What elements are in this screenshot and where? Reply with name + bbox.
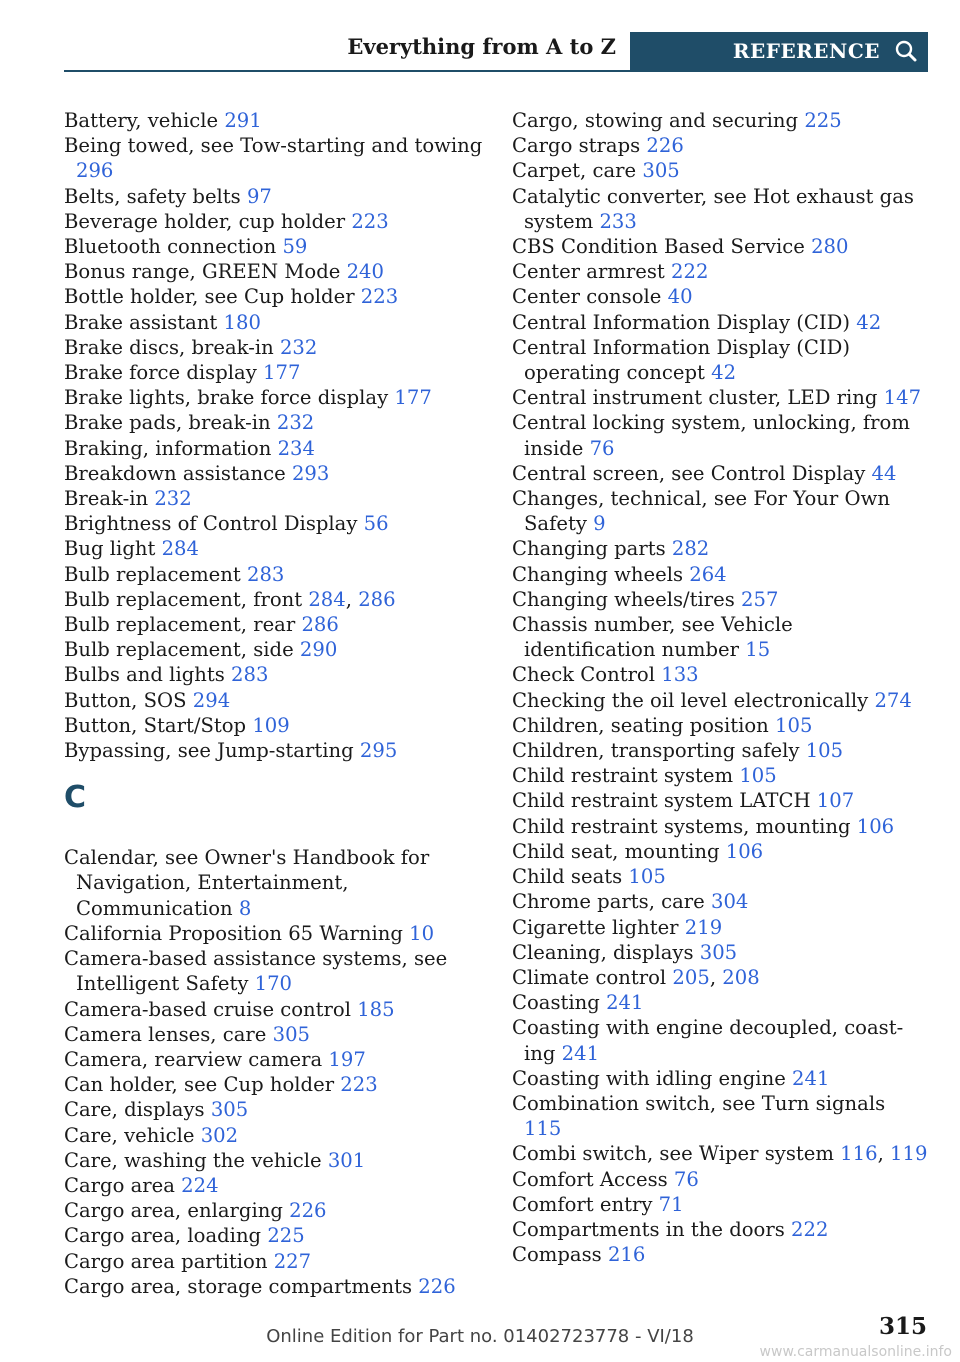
index-entry-text: Center console bbox=[512, 285, 668, 309]
index-entry-text: Button, Start/Stop bbox=[64, 713, 253, 737]
page-link[interactable]: 241 bbox=[792, 1066, 830, 1090]
page-link[interactable]: 76 bbox=[589, 436, 615, 460]
index-entry bbox=[512, 335, 928, 385]
index-entry-text: Can holder, see Cup holder bbox=[64, 1073, 341, 1097]
index-entry-text: Check Control bbox=[512, 663, 662, 687]
page-link[interactable]: 106 bbox=[856, 814, 895, 838]
page-link[interactable]: 282 bbox=[671, 537, 710, 561]
page-link[interactable]: 197 bbox=[328, 1047, 366, 1071]
index-entry bbox=[512, 688, 928, 713]
page-link[interactable]: 105 bbox=[805, 739, 844, 763]
index-entry-text: Bottle holder, see Cup holder bbox=[64, 285, 361, 309]
index-entry-text: Chassis number, see Vehicle identification number bbox=[512, 613, 793, 662]
index-entry-text: Comfort Access bbox=[512, 1167, 674, 1191]
page-link[interactable]: 56 bbox=[363, 512, 389, 536]
index-entry-text: Bug light bbox=[64, 537, 162, 561]
index-entry-text: CBS Condition Based Service bbox=[512, 235, 812, 259]
page-link[interactable]: 15 bbox=[745, 638, 771, 662]
index-entry-text: California Proposition 65 Warning bbox=[64, 921, 410, 945]
index-entry bbox=[512, 1091, 928, 1141]
page-link[interactable]: 76 bbox=[673, 1167, 699, 1191]
index-entry-text: Bulb replacement, side bbox=[64, 638, 300, 662]
page-link[interactable]: 97 bbox=[246, 184, 272, 208]
page-link[interactable]: 119 bbox=[890, 1142, 928, 1166]
index-entry-text: Bonus range, GREEN Mode bbox=[64, 260, 347, 284]
watermark: www.carmanualsonline.info bbox=[759, 1344, 952, 1360]
index-entry bbox=[512, 864, 928, 889]
index-entry-text: Battery, vehicle bbox=[64, 109, 225, 132]
index-entry-text: Beverage holder, cup holder bbox=[64, 209, 352, 233]
index-entry bbox=[64, 461, 484, 486]
page-link[interactable]: 233 bbox=[599, 209, 637, 233]
page-link[interactable]: 274 bbox=[874, 688, 912, 712]
page-link[interactable]: 222 bbox=[671, 260, 709, 284]
index-entry bbox=[64, 184, 484, 209]
page-link[interactable]: 283 bbox=[231, 663, 269, 687]
index-entry bbox=[64, 688, 484, 713]
index-entry bbox=[512, 310, 928, 335]
page-link[interactable]: 225 bbox=[804, 109, 842, 132]
index-entry-text: Cargo area, storage compartments bbox=[64, 1274, 419, 1298]
index-entry-text: Central Information Display (CID) bbox=[512, 310, 857, 334]
index-entry-text: Cargo area, enlarging bbox=[64, 1199, 290, 1223]
page-link[interactable]: 185 bbox=[357, 997, 395, 1021]
page-link[interactable]: 226 bbox=[646, 134, 684, 158]
index-entry bbox=[512, 1141, 928, 1166]
index-entry-text: Care, displays bbox=[64, 1098, 211, 1122]
page-link[interactable]: 302 bbox=[200, 1123, 239, 1147]
index-entry bbox=[512, 158, 928, 183]
page-link[interactable]: 219 bbox=[684, 915, 723, 939]
index-entry-text: Button, SOS bbox=[64, 688, 193, 712]
index-entry-text: Bulb replacement, rear bbox=[64, 613, 302, 637]
page-link[interactable]: 223 bbox=[360, 285, 399, 309]
index-entry bbox=[512, 410, 928, 460]
index-entry bbox=[64, 486, 484, 511]
index-entry-text: Combination switch, see Turn signals bbox=[512, 1091, 886, 1115]
page-link[interactable]: 295 bbox=[359, 739, 398, 763]
index-entry-text: Coasting with idling engine bbox=[512, 1066, 793, 1090]
index-entry-text: Breakdown assistance bbox=[64, 461, 292, 485]
page-link[interactable]: 284 bbox=[161, 537, 199, 561]
index-entry bbox=[64, 536, 484, 561]
index-entry bbox=[64, 1022, 484, 1047]
index-entry-text: Bulbs and lights bbox=[64, 663, 232, 687]
page-link[interactable]: 42 bbox=[856, 310, 882, 334]
page-link[interactable]: 232 bbox=[279, 335, 318, 359]
index-entry bbox=[64, 234, 484, 259]
page-link[interactable]: 305 bbox=[699, 940, 738, 964]
page-link[interactable]: 216 bbox=[607, 1243, 646, 1267]
footer-edition-text: Online Edition for Part no. 01402723778 - VI/18 bbox=[266, 1326, 694, 1347]
index-entry bbox=[64, 1097, 484, 1122]
page-header-title: Everything from A to Z bbox=[347, 34, 616, 59]
index-entry bbox=[64, 284, 484, 309]
page-link[interactable]: 305 bbox=[272, 1022, 311, 1046]
page-link[interactable]: 283 bbox=[246, 562, 285, 586]
index-entry-text: Combi switch, see Wiper system bbox=[512, 1142, 841, 1166]
index-entry bbox=[64, 1274, 484, 1299]
index-entry bbox=[64, 108, 484, 133]
index-entry-text: Changing parts bbox=[512, 537, 672, 561]
reference-tab-label: REFERENCE bbox=[732, 39, 880, 63]
page-link[interactable]: 232 bbox=[154, 487, 192, 511]
index-entry-text: Care, vehicle bbox=[64, 1123, 201, 1147]
index-entry bbox=[512, 1066, 928, 1091]
index-entry bbox=[64, 921, 484, 946]
page-separator: , bbox=[877, 1142, 891, 1166]
index-entry-text: Brake assistant bbox=[64, 310, 224, 334]
index-entry-text: Changing wheels/tires bbox=[512, 587, 742, 611]
index-entry-text: Bulb replacement bbox=[64, 562, 247, 586]
index-entry bbox=[64, 662, 484, 687]
page-link[interactable]: 264 bbox=[689, 562, 727, 586]
page-link[interactable]: 226 bbox=[418, 1274, 456, 1298]
index-entry-text: Compartments in the doors bbox=[512, 1217, 792, 1241]
page-link[interactable]: 240 bbox=[346, 260, 384, 284]
index-entry bbox=[64, 410, 484, 435]
index-entry bbox=[512, 234, 928, 259]
index-entry-text: Children, seating position bbox=[512, 713, 776, 737]
index-entry-text: Child restraint system bbox=[512, 764, 740, 788]
page-link[interactable]: 290 bbox=[299, 638, 338, 662]
index-entry-text: Belts, safety belts bbox=[64, 184, 247, 208]
index-entry-text: Child seats bbox=[512, 865, 629, 889]
index-entry bbox=[512, 1242, 928, 1267]
page-link[interactable]: 294 bbox=[192, 688, 231, 712]
section-letter-c: C bbox=[64, 780, 87, 816]
index-entry-text: Cargo area partition bbox=[64, 1249, 274, 1273]
index-entry-text: Compass bbox=[512, 1243, 608, 1267]
page-link[interactable]: 8 bbox=[238, 896, 252, 920]
index-entry bbox=[512, 814, 928, 839]
page-link[interactable]: 305 bbox=[210, 1098, 249, 1122]
index-entry-text: Care, washing the vehicle bbox=[64, 1148, 328, 1172]
index-entry-text: Central locking system, unlocking, from inside bbox=[512, 411, 910, 460]
index-entry bbox=[64, 1223, 484, 1248]
page-link[interactable]: 232 bbox=[276, 411, 315, 435]
index-entry bbox=[64, 845, 484, 921]
page-link[interactable]: 10 bbox=[409, 921, 435, 945]
page-number: 315 bbox=[878, 1313, 927, 1340]
index-entry-text: Catalytic converter, see Hot exhaust gas system bbox=[512, 184, 914, 233]
page-link[interactable]: 257 bbox=[741, 587, 779, 611]
index-entry-text: Cigarette lighter bbox=[512, 915, 685, 939]
page-link[interactable]: 9 bbox=[593, 512, 606, 536]
index-entry bbox=[512, 788, 928, 813]
index-entry bbox=[64, 1123, 484, 1148]
index-entry bbox=[512, 915, 928, 940]
page-link[interactable]: 44 bbox=[871, 461, 897, 485]
index-entry-text: Cargo straps bbox=[512, 134, 647, 158]
page-link[interactable]: 105 bbox=[775, 713, 813, 737]
index-entry bbox=[64, 133, 484, 183]
index-entry-text: Child restraint system LATCH bbox=[512, 789, 817, 813]
page-link[interactable]: 109 bbox=[252, 713, 290, 737]
page-link[interactable]: 223 bbox=[340, 1073, 378, 1097]
index-entry-text: Break-in bbox=[64, 487, 155, 511]
index-entry bbox=[512, 562, 928, 587]
page-link[interactable]: 42 bbox=[711, 361, 737, 385]
index-entry-text: Coasting with engine decoupled, coasting bbox=[512, 1016, 904, 1065]
page-link[interactable]: 296 bbox=[76, 159, 114, 183]
index-column-left bbox=[64, 108, 484, 1299]
index-entry-text: Camera-based cruise control bbox=[64, 997, 358, 1021]
index-entry bbox=[512, 990, 928, 1015]
page-link[interactable]: 180 bbox=[223, 310, 261, 334]
index-entry-text: Center armrest bbox=[512, 260, 672, 284]
index-entry-text: Camera-based assistance systems, see Intelligent Safety bbox=[64, 947, 448, 996]
index-entry bbox=[512, 461, 928, 486]
index-entry-text: Comfort entry bbox=[512, 1192, 659, 1216]
index-entry bbox=[64, 385, 484, 410]
index-entry bbox=[64, 1047, 484, 1072]
page-link[interactable]: 241 bbox=[606, 991, 644, 1015]
index-entry-text: Camera, rearview camera bbox=[64, 1047, 329, 1071]
page-link[interactable]: 59 bbox=[282, 235, 308, 259]
index-entry bbox=[64, 259, 484, 284]
index-entry-text: Cargo area bbox=[64, 1173, 182, 1197]
page-link[interactable]: 40 bbox=[667, 285, 693, 309]
index-entry bbox=[64, 562, 484, 587]
index-entry bbox=[512, 1192, 928, 1217]
index-group-c-continued bbox=[512, 108, 928, 1267]
index-entry bbox=[64, 637, 484, 662]
page-link[interactable]: 225 bbox=[267, 1224, 305, 1248]
index-group-b bbox=[64, 108, 484, 763]
index-entry-text: Brightness of Control Display bbox=[64, 512, 364, 536]
page-link[interactable]: 284 bbox=[308, 587, 346, 611]
page-link[interactable]: 208 bbox=[722, 965, 760, 989]
index-entry-text: Camera lenses, care bbox=[64, 1022, 273, 1046]
index-entry bbox=[512, 940, 928, 965]
page-link[interactable]: 224 bbox=[181, 1173, 219, 1197]
page-link[interactable]: 107 bbox=[816, 789, 855, 813]
index-entry bbox=[64, 1198, 484, 1223]
index-entry bbox=[64, 209, 484, 234]
index-entry-text: Carpet, care bbox=[512, 159, 643, 183]
index-entry-text: Brake pads, break-in bbox=[64, 411, 277, 435]
page-link[interactable]: 177 bbox=[394, 386, 432, 410]
index-entry bbox=[512, 889, 928, 914]
page-link[interactable]: 205 bbox=[672, 965, 710, 989]
index-entry bbox=[512, 385, 928, 410]
index-entry bbox=[512, 1015, 928, 1065]
page-link[interactable]: 280 bbox=[811, 235, 849, 259]
index-entry-text: Child restraint systems, mounting bbox=[512, 814, 857, 838]
index-entry-text: Checking the oil level electronically bbox=[512, 688, 875, 712]
page-link[interactable]: 170 bbox=[254, 972, 293, 996]
header-rule bbox=[64, 70, 928, 72]
index-entry bbox=[512, 738, 928, 763]
index-entry-text: Cargo, stowing and securing bbox=[512, 109, 805, 132]
index-entry bbox=[64, 511, 484, 536]
page-link[interactable]: 304 bbox=[711, 890, 749, 914]
page-link[interactable]: 105 bbox=[739, 764, 777, 788]
page-link[interactable]: 116 bbox=[840, 1142, 878, 1166]
index-entry bbox=[512, 587, 928, 612]
index-entry bbox=[64, 335, 484, 360]
page-link[interactable]: 241 bbox=[561, 1041, 600, 1065]
page-link[interactable]: 234 bbox=[277, 436, 315, 460]
index-entry-text: Central instrument cluster, LED ring bbox=[512, 386, 884, 410]
index-entry bbox=[64, 997, 484, 1022]
index-entry bbox=[512, 662, 928, 687]
index-entry bbox=[512, 133, 928, 158]
page-link[interactable]: 305 bbox=[642, 159, 680, 183]
page-link[interactable]: 286 bbox=[358, 587, 396, 611]
page-link[interactable]: 177 bbox=[263, 361, 301, 385]
index-entry-text: Coasting bbox=[512, 991, 607, 1015]
index-entry bbox=[64, 946, 484, 996]
page-link[interactable]: 293 bbox=[291, 461, 330, 485]
page-link[interactable]: 133 bbox=[661, 663, 699, 687]
index-entry bbox=[64, 587, 484, 612]
index-entry bbox=[512, 1217, 928, 1242]
index-entry bbox=[64, 436, 484, 461]
index-entry-text: Braking, information bbox=[64, 436, 278, 460]
index-entry-text: Changing wheels bbox=[512, 562, 690, 586]
index-entry-text: Chrome parts, care bbox=[512, 890, 711, 914]
index-entry bbox=[512, 486, 928, 536]
page-link[interactable]: 226 bbox=[289, 1199, 327, 1223]
index-entry bbox=[64, 713, 484, 738]
page-link[interactable]: 71 bbox=[658, 1192, 684, 1216]
index-entry-text: Brake discs, break-in bbox=[64, 335, 280, 359]
page-separator: , bbox=[709, 965, 723, 989]
index-entry-text: Being towed, see Tow-starting and towing bbox=[64, 134, 483, 158]
index-entry bbox=[512, 284, 928, 309]
index-entry bbox=[64, 1173, 484, 1198]
index-group-c bbox=[64, 845, 484, 1299]
index-entry-text: Bulb replacement, front bbox=[64, 587, 309, 611]
page-link[interactable]: 115 bbox=[524, 1117, 562, 1141]
page-link[interactable]: 106 bbox=[725, 839, 764, 863]
index-entry bbox=[512, 612, 928, 662]
index-entry-text: Cargo area, loading bbox=[64, 1224, 268, 1248]
index-entry bbox=[64, 738, 484, 763]
index-entry-text: Changes, technical, see For Your Own Safety bbox=[512, 487, 890, 536]
index-entry-text: Calendar, see Owner's Handbook for Navigation, Entertainment, Communication bbox=[64, 846, 430, 920]
index-entry-text: Cleaning, displays bbox=[512, 940, 700, 964]
index-entry bbox=[512, 763, 928, 788]
page-separator: , bbox=[345, 587, 359, 611]
page-link[interactable]: 291 bbox=[224, 109, 262, 132]
page-link[interactable]: 286 bbox=[301, 613, 339, 637]
index-entry-text: Brake lights, brake force display bbox=[64, 386, 395, 410]
index-entry-text: Bypassing, see Jump-starting bbox=[64, 739, 360, 763]
index-entry-text: Climate control bbox=[512, 965, 673, 989]
index-entry bbox=[64, 612, 484, 637]
index-entry bbox=[512, 1167, 928, 1192]
index-entry bbox=[512, 259, 928, 284]
index-entry-text: Central Information Display (CID) operating concept bbox=[512, 335, 850, 385]
index-entry bbox=[512, 713, 928, 738]
page-link[interactable]: 147 bbox=[883, 386, 922, 410]
index-entry-text: Bluetooth connection bbox=[64, 235, 283, 259]
index-entry-text: Child seat, mounting bbox=[512, 839, 726, 863]
index-column-right bbox=[512, 108, 928, 1267]
index-entry bbox=[64, 310, 484, 335]
index-entry bbox=[512, 184, 928, 234]
index-entry bbox=[64, 1249, 484, 1274]
page-link[interactable]: 105 bbox=[628, 865, 666, 889]
index-entry bbox=[512, 965, 928, 990]
index-entry bbox=[512, 536, 928, 561]
index-entry bbox=[64, 1072, 484, 1097]
page-link[interactable]: 227 bbox=[273, 1249, 312, 1273]
index-entry bbox=[512, 839, 928, 864]
index-entry-text: Central screen, see Control Display bbox=[512, 461, 872, 485]
index-entry bbox=[512, 108, 928, 133]
page-link[interactable]: 301 bbox=[327, 1148, 366, 1172]
index-entry-text: Children, transporting safely bbox=[512, 739, 806, 763]
page-link[interactable]: 222 bbox=[791, 1217, 829, 1241]
index-entry bbox=[64, 360, 484, 385]
index-entry-text: Brake force display bbox=[64, 361, 264, 385]
reference-tab[interactable] bbox=[630, 32, 928, 70]
page-link[interactable]: 223 bbox=[351, 209, 389, 233]
index-entry bbox=[64, 1148, 484, 1173]
search-icon[interactable] bbox=[894, 39, 918, 63]
